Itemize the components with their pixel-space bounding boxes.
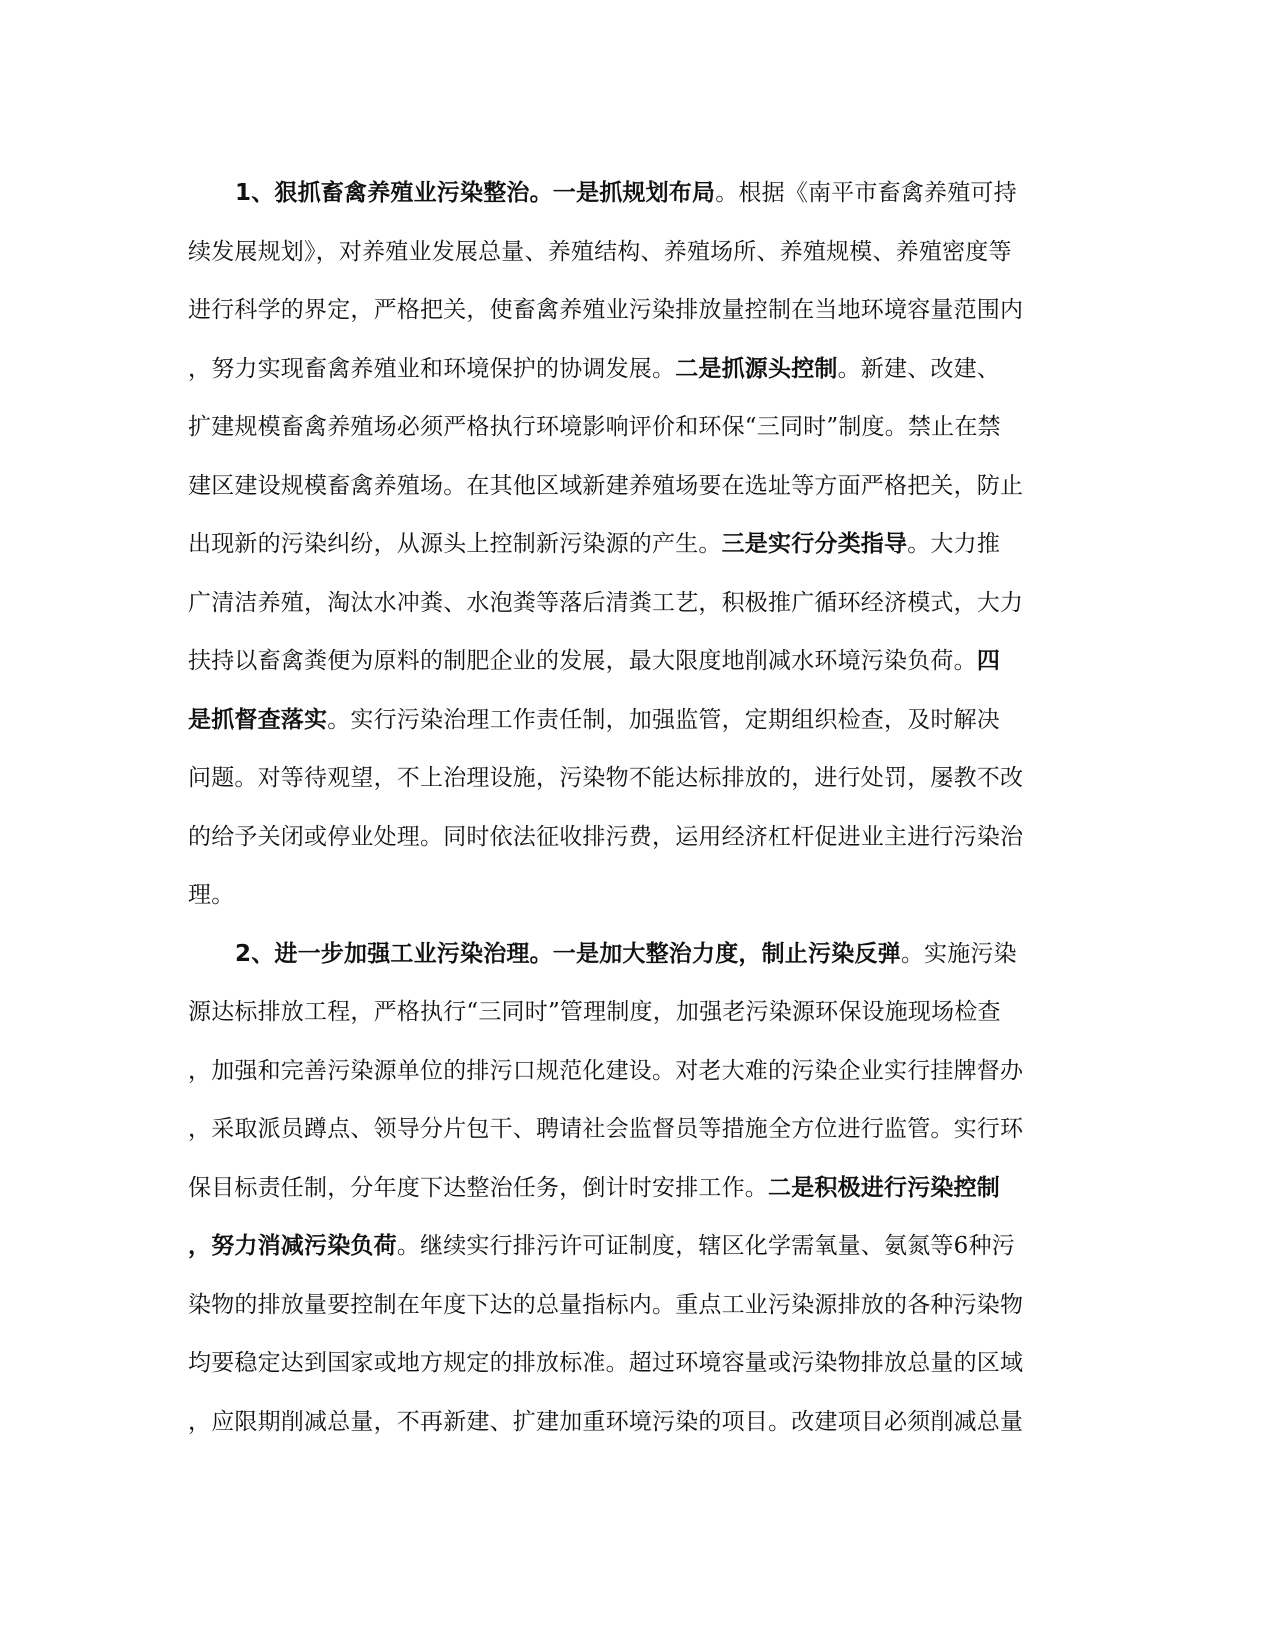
bold-heading-text: 1、狠抓畜禽养殖业污染整治。一是抓规划布局 — [235, 180, 716, 206]
body-text: 建区建设规模畜禽养殖场。在其他区域新建养殖场要在选址等方面严格把关，防止 — [188, 473, 1024, 499]
body-text: 理。 — [188, 882, 235, 908]
paragraph-2-line-1 — [235, 934, 1135, 974]
bold-heading-text: 是抓督查落实 — [188, 707, 328, 733]
body-text: ，加强和完善污染源单位的排污口规范化建设。对老大难的污染企业实行挂牌督办 — [188, 1058, 1024, 1084]
body-text: 。实行污染治理工作责任制，加强监管，定期组织检查，及时解决 — [327, 707, 1001, 733]
body-text: 。根据《南平市畜禽养殖可持 — [715, 180, 1017, 206]
body-text: ，努力实现畜禽养殖业和环境保护的协调发展。 — [188, 356, 676, 382]
bold-heading-text: ，努力消减污染负荷 — [188, 1233, 397, 1259]
paragraph-1-line-8 — [188, 583, 1088, 623]
body-text: 出现新的污染纠纷，从源头上控制新污染源的产生。 — [188, 531, 722, 557]
body-text: 。新建、改建、 — [837, 356, 1001, 382]
bold-heading-text: 三是实行分类指导 — [721, 531, 908, 557]
paragraph-2-line-8 — [188, 1343, 1088, 1383]
body-text: 。实施污染 — [900, 941, 1017, 967]
paragraph-1-line-3 — [188, 290, 1088, 330]
body-text: 问题。对等待观望，不上治理设施，污染物不能达标排放的，进行处罚，屡教不改 — [188, 765, 1024, 791]
paragraph-2-line-7 — [188, 1285, 1088, 1325]
paragraph-1-line-2 — [188, 232, 1088, 272]
paragraph-2-line-2 — [188, 992, 1088, 1032]
paragraph-1-line-9 — [188, 641, 1088, 681]
body-text: 染物的排放量要控制在年度下达的总量指标内。重点工业污染源排放的各种污染物 — [188, 1292, 1024, 1318]
bold-heading-text: 四 — [976, 648, 1001, 674]
paragraph-2-line-9 — [188, 1402, 1088, 1442]
paragraph-1-line-4 — [188, 349, 1088, 389]
paragraph-2-line-3 — [188, 1051, 1088, 1091]
body-text: 源达标排放工程，严格执行“三同时”管理制度，加强老污染源环保设施现场检查 — [188, 999, 1001, 1025]
body-text: 保目标责任制，分年度下达整治任务，倒计时安排工作。 — [188, 1175, 768, 1201]
paragraph-1-line-6 — [188, 466, 1088, 506]
body-text: 均要稳定达到国家或地方规定的排放标准。超过环境容量或污染物排放总量的区域 — [188, 1350, 1024, 1376]
body-text: ，采取派员蹲点、领导分片包干、聘请社会监督员等措施全方位进行监管。实行环 — [188, 1116, 1024, 1142]
paragraph-2-line-6 — [188, 1226, 1088, 1266]
paragraph-1-line-13 — [188, 875, 1088, 915]
body-text: 扩建规模畜禽养殖场必须严格执行环境影响评价和环保“三同时”制度。禁止在禁 — [188, 414, 1001, 440]
bold-heading-text: 二是抓源头控制 — [675, 356, 838, 382]
paragraph-1-line-1 — [235, 173, 1135, 213]
body-text: 扶持以畜禽粪便为原料的制肥企业的发展，最大限度地削减水环境污染负荷。 — [188, 648, 977, 674]
paragraph-1-line-7 — [188, 524, 1088, 564]
body-text: 进行科学的界定，严格把关，使畜禽养殖业污染排放量控制在当地环境容量范围内 — [188, 297, 1024, 323]
paragraph-2-line-5 — [188, 1168, 1088, 1208]
paragraph-1-line-5 — [188, 407, 1088, 447]
paragraph-1-line-12 — [188, 817, 1088, 857]
bold-heading-text: 二是积极进行污染控制 — [768, 1175, 1000, 1201]
body-text: 广清洁养殖，淘汰水冲粪、水泡粪等落后清粪工艺，积极推广循环经济模式，大力 — [188, 590, 1024, 616]
body-text: 续发展规划》，对养殖业发展总量、养殖结构、养殖场所、养殖规模、养殖密度等 — [188, 239, 1012, 265]
body-text: 的给予关闭或停业处理。同时依法征收排污费，运用经济杠杆促进业主进行污染治 — [188, 824, 1024, 850]
paragraph-2-line-4 — [188, 1109, 1088, 1149]
body-text: 。继续实行排污许可证制度，辖区化学需氧量、氨氮等6种污 — [396, 1233, 1015, 1259]
bold-heading-text: 2、进一步加强工业污染治理。一是加大整治力度，制止污染反弹 — [235, 941, 901, 967]
body-text: 。大力推 — [907, 531, 1001, 557]
paragraph-1-line-10 — [188, 700, 1088, 740]
body-text: ，应限期削减总量，不再新建、扩建加重环境污染的项目。改建项目必须削减总量 — [188, 1409, 1024, 1435]
paragraph-1-line-11 — [188, 758, 1088, 798]
